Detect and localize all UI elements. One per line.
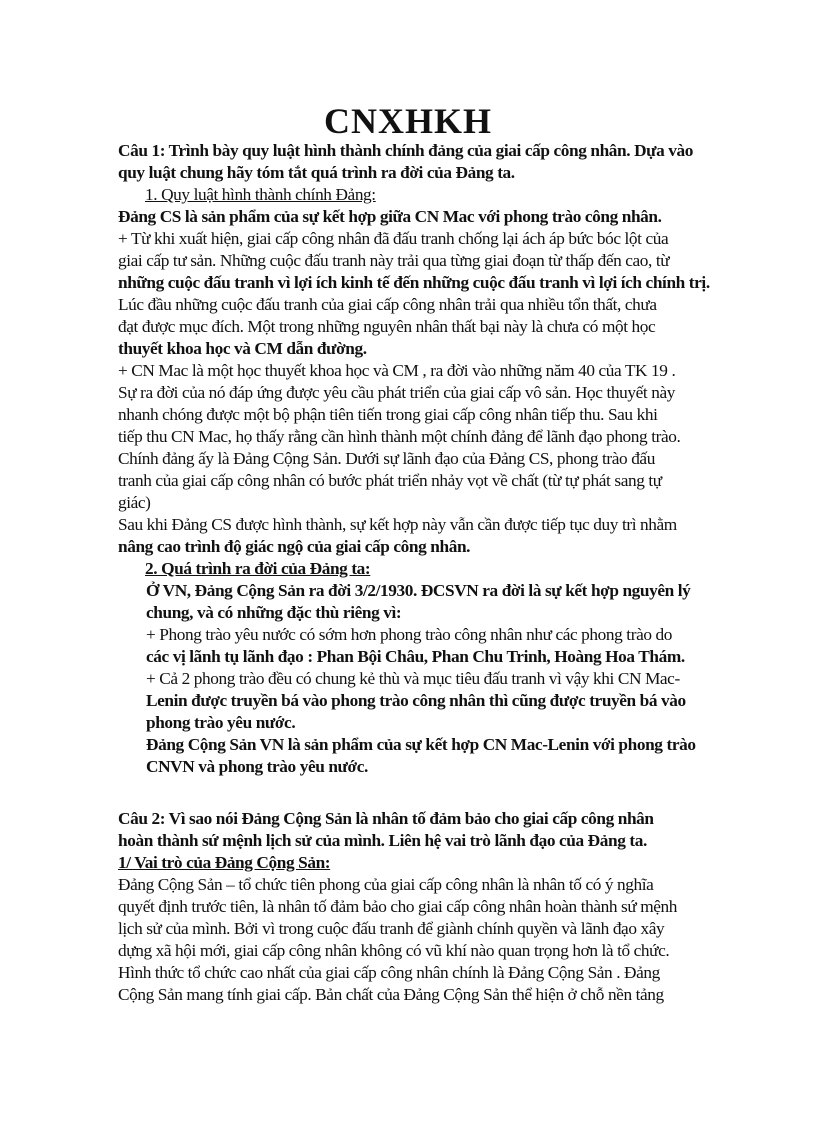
q2-heading-line-1: Câu 2: Vì sao nói Đảng Cộng Sản là nhân tố đảm bảo cho giai cấp công nhân: [118, 809, 654, 828]
q2-heading-line-2: hoàn thành sứ mệnh lịch sử của mình. Liên hệ vai trò lãnh đạo của Đảng ta.: [118, 831, 647, 850]
q1-p1-line-1: + Từ khi xuất hiện, giai cấp công nhân đã đấu tranh chống lại ách áp bức bóc lột của: [118, 229, 669, 248]
q2-p1-line-5: Hình thức tổ chức cao nhất của giai cấp công nhân chính là Đảng Cộng Sản . Đảng: [118, 963, 660, 982]
q1-p3-line-5: Chính đảng ấy là Đảng Cộng Sản. Dưới sự lãnh đạo của Đảng CS, phong trào đấu: [118, 449, 655, 468]
question-1: [118, 140, 768, 778]
q1-p3-line-1: + CN Mac là một học thuyết khoa học và CM , ra đời vào những năm 40 của TK 19 .: [118, 361, 676, 380]
q1-section-1-title: [118, 184, 768, 206]
q1-heading-line-2: quy luật chung hãy tóm tắt quá trình ra đời của Đảng ta.: [118, 163, 515, 182]
q1-section-1-title-text: 1. Quy luật hình thành chính Đảng:: [145, 185, 376, 204]
q1-p3-line-7: giác): [118, 493, 151, 512]
q1-s2-p1-bold-line: các vị lãnh tụ lãnh đạo : Phan Bội Châu, Phan Chu Trinh, Hoàng Hoa Thám.: [146, 647, 685, 666]
q1-section-2-title: [118, 558, 768, 580]
q1-p3-bold-line: nâng cao trình độ giác ngộ của giai cấp công nhân.: [118, 537, 471, 556]
q1-s2-p2-line: + Cả 2 phong trào đều có chung kẻ thù và mục tiêu đấu tranh vì vậy khi CN Mac-: [146, 669, 680, 688]
q2-p1-line-1: Đảng Cộng Sản – tổ chức tiên phong của giai cấp công nhân là nhân tố có ý nghĩa: [118, 875, 654, 894]
q1-s2-p2-bold-line-1: Lenin được truyền bá vào phong trào công nhân thì cũng được truyền bá vào: [146, 691, 686, 710]
q1-p3-line-2: Sự ra đời của nó đáp ứng được yêu cầu phát triển của giai cấp vô sản. Học thuyết này: [118, 383, 675, 402]
q1-p2-line-1: Lúc đầu những cuộc đấu tranh của giai cấp công nhân trải qua nhiều tổn thất, chưa: [118, 295, 657, 314]
q1-p3-line-3: nhanh chóng được một bộ phận tiên tiến trong giai cấp công nhân tiếp thu. Sau khi: [118, 405, 658, 424]
q1-heading-line-1: Câu 1: Trình bày quy luật hình thành chính đảng của giai cấp công nhân. Dựa vào: [118, 141, 694, 160]
q1-p2-line-2: đạt được mục đích. Một trong những nguyên nhân thất bại này là chưa có một học: [118, 317, 656, 336]
q1-s2-bold-line-2: chung, và có những đặc thù riêng vì:: [146, 603, 402, 622]
q1-p3-line-4: tiếp thu CN Mac, họ thấy rằng cần hình thành một chính đảng để lãnh đạo phong trào.: [118, 427, 681, 446]
q1-s2-p1-line: + Phong trào yêu nước có sớm hơn phong trào công nhân như các phong trào do: [146, 625, 672, 644]
q1-p2-bold-line: thuyết khoa học và CM dẫn đường.: [118, 339, 367, 358]
q2-p1-line-2: quyết định trước tiên, là nhân tố đảm bảo cho giai cấp công nhân hoàn thành sứ mệnh: [118, 897, 678, 916]
question-2: [118, 808, 768, 1006]
q1-s2-p2-bold-line-3: Đảng Cộng Sản VN là sản phẩm của sự kết hợp CN Mac-Lenin với phong trào: [146, 735, 696, 754]
q1-section-1-lead: Đảng CS là sản phẩm của sự kết hợp giữa CN Mac với phong trào công nhân.: [118, 207, 662, 226]
q2-p1-line-3: lịch sử của mình. Bởi vì trong cuộc đấu tranh để giành chính quyền và lãnh đạo xây: [118, 919, 665, 938]
q1-p1-bold-line: những cuộc đấu tranh vì lợi ích kinh tế đến những cuộc đấu tranh vì lợi ích chính trị.: [118, 273, 710, 292]
q2-section-1-title-text: 1/ Vai trò của Đảng Cộng Sản:: [118, 853, 331, 872]
q1-section-2-title-text: 2. Quá trình ra đời của Đảng ta:: [145, 559, 371, 578]
q2-section-1-title: [118, 852, 768, 874]
q1-p3-line-8: Sau khi Đảng CS được hình thành, sự kết hợp này vẫn cần được tiếp tục duy trì nhằm: [118, 515, 677, 534]
q1-s2-p2-bold-line-4: CNVN và phong trào yêu nước.: [146, 757, 368, 776]
q1-p1-line-2: giai cấp tư sản. Những cuộc đấu tranh này trải qua từng giai đoạn từ thấp đến cao, từ: [118, 251, 670, 270]
document-title: CNXHKH: [324, 101, 492, 141]
q1-p3-line-6: tranh của giai cấp công nhân có bước phát triển nhảy vọt về chất (từ tự phát sang tự: [118, 471, 662, 490]
q2-p1-line-6: Cộng Sản mang tính giai cấp. Bản chất của Đảng Cộng Sản thể hiện ở chỗ nền tảng: [118, 985, 664, 1004]
q1-s2-bold-line-1: Ở VN, Đảng Cộng Sản ra đời 3/2/1930. ĐCSVN ra đời là sự kết hợp nguyên lý: [146, 581, 691, 600]
q1-s2-p2-bold-line-2: phong trào yêu nước.: [146, 713, 296, 732]
q2-p1-line-4: dựng xã hội mới, giai cấp công nhân không có vũ khí nào quan trọng hơn là tổ chức.: [118, 941, 670, 960]
